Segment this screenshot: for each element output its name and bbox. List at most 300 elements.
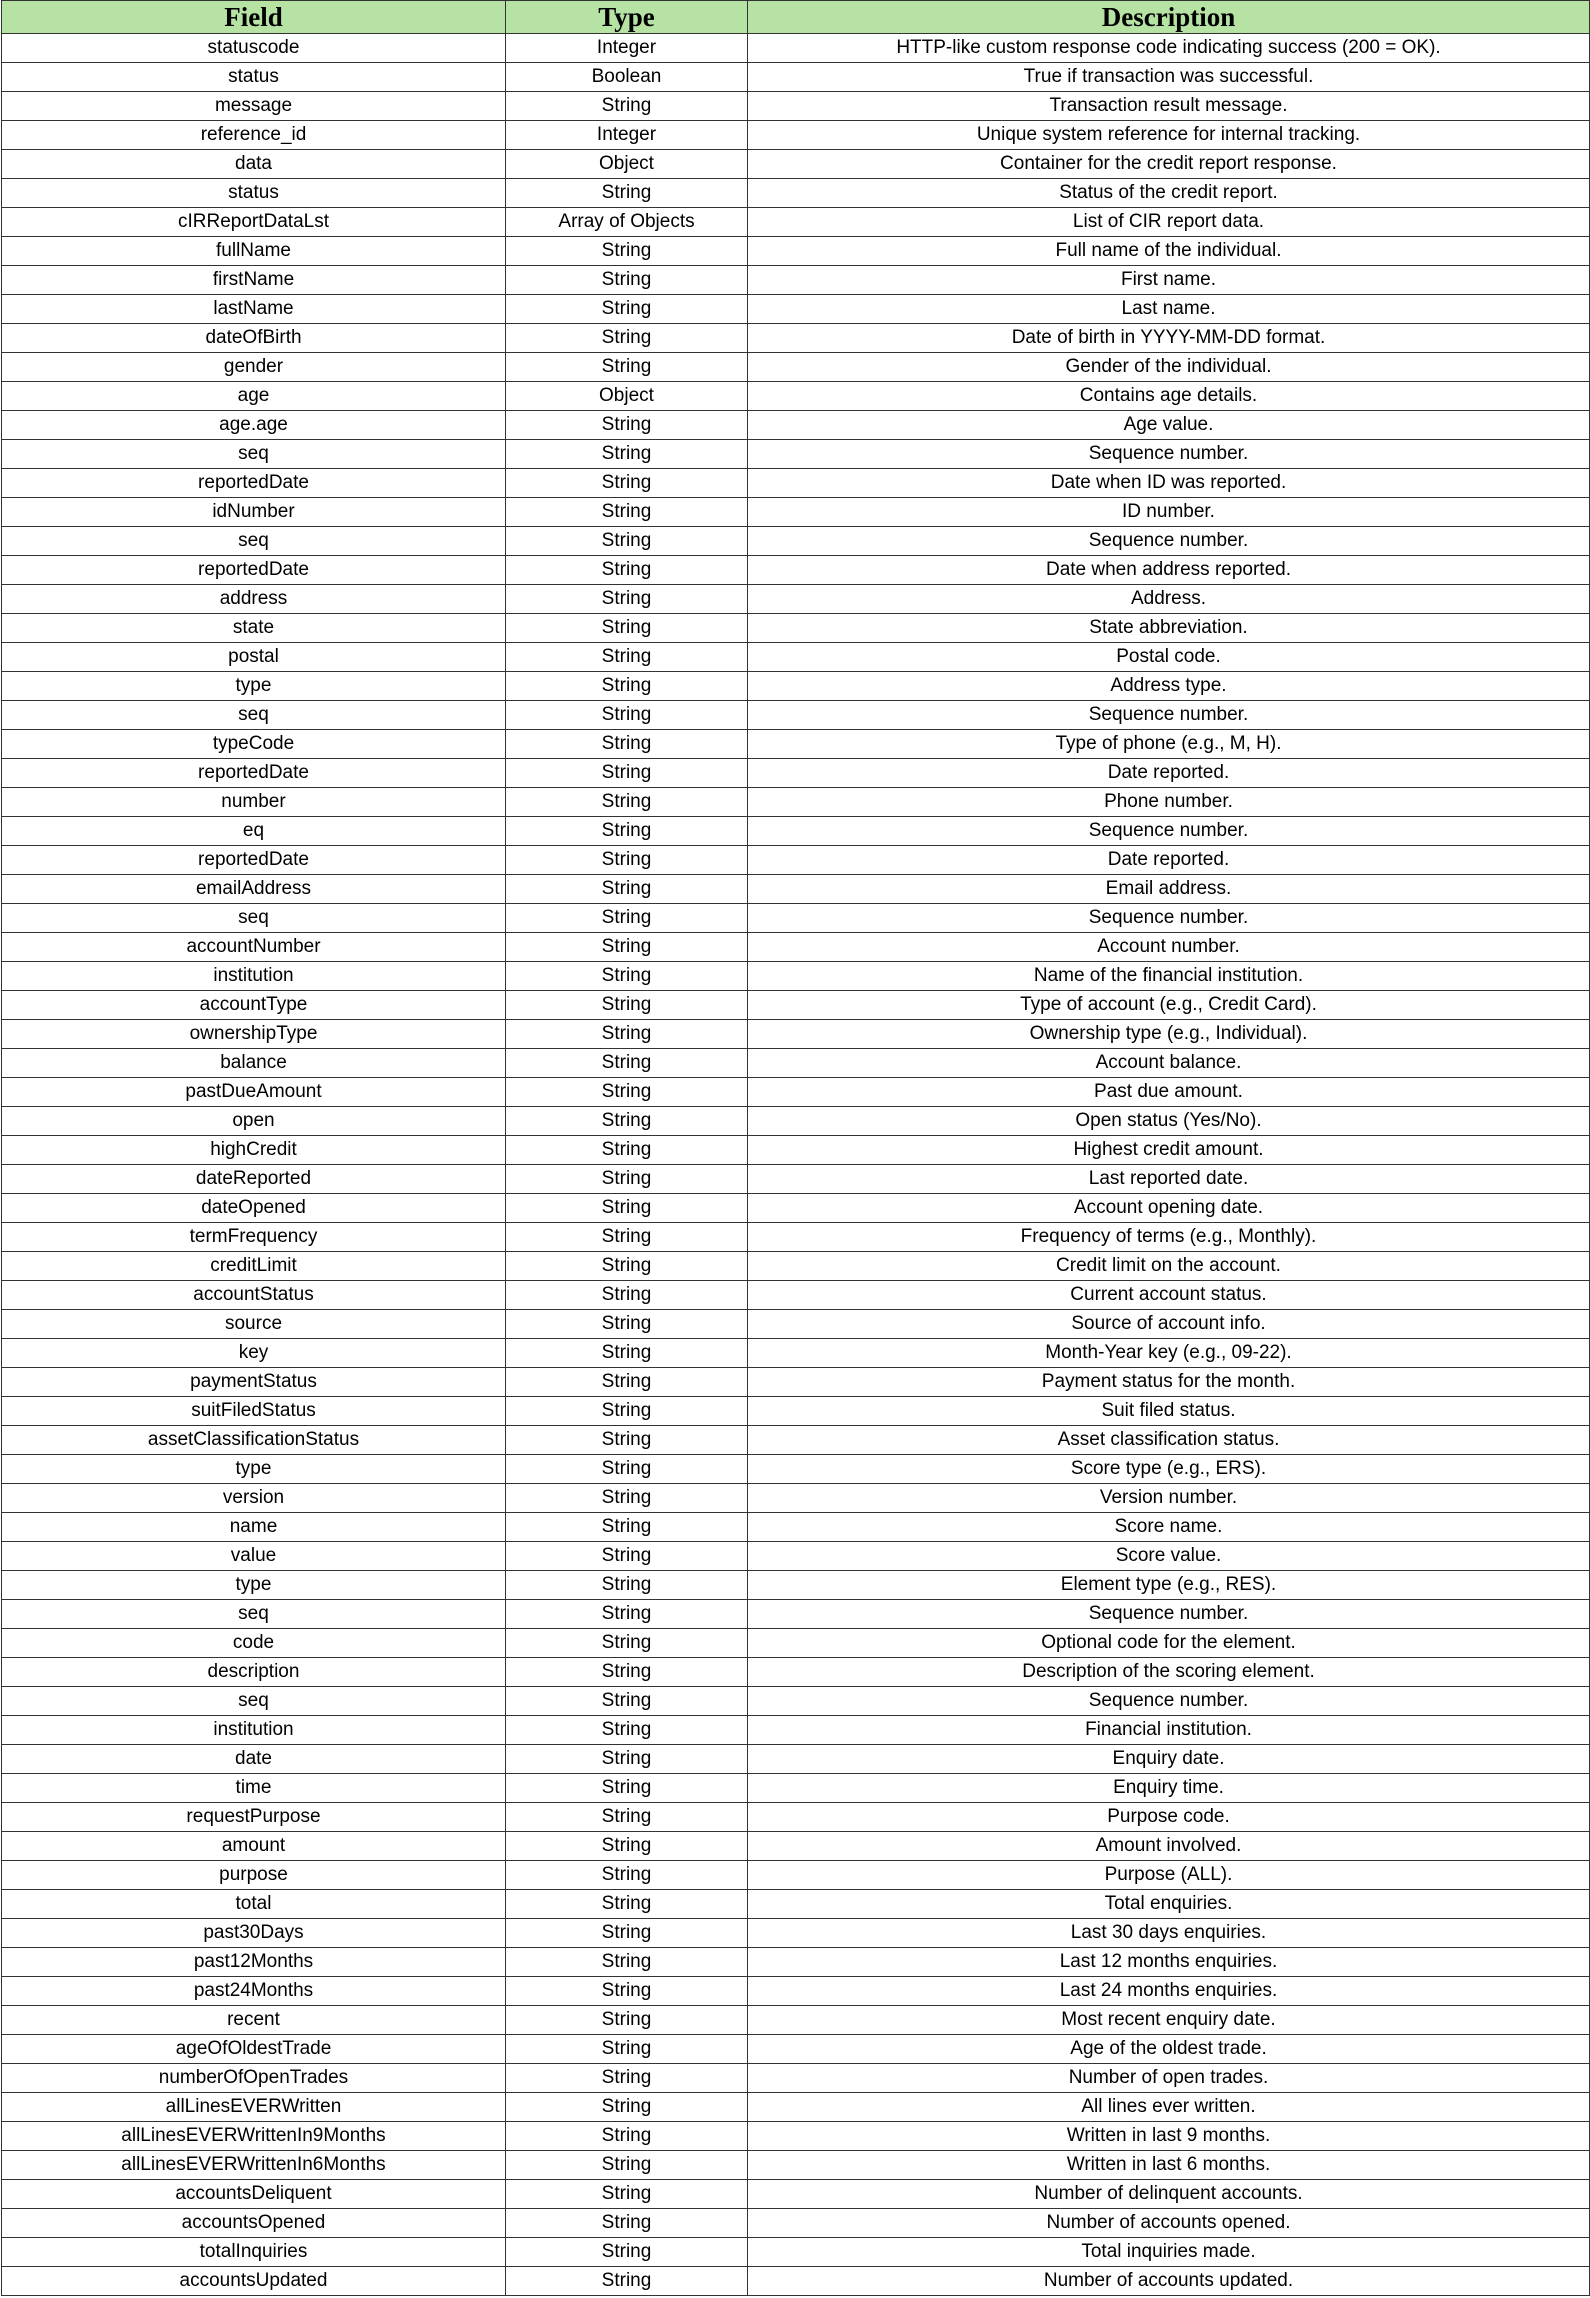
- table-row: [2, 237, 1590, 266]
- table-row: [2, 2064, 1590, 2093]
- cell-type: String: [506, 1716, 748, 1745]
- table-row: [2, 1745, 1590, 1774]
- cell-type: String: [506, 1832, 748, 1861]
- field-definitions-table: [1, 0, 1590, 2296]
- cell-type: String: [506, 1194, 748, 1223]
- cell-type: Object: [506, 150, 748, 179]
- table-row: [2, 556, 1590, 585]
- cell-type: Object: [506, 382, 748, 411]
- table-row: [2, 2006, 1590, 2035]
- cell-description: All lines ever written.: [748, 2093, 1590, 2122]
- table-row: [2, 411, 1590, 440]
- cell-field: assetClassificationStatus: [2, 1426, 506, 1455]
- cell-field: accountsDeliquent: [2, 2180, 506, 2209]
- cell-field: type: [2, 1455, 506, 1484]
- cell-type: String: [506, 585, 748, 614]
- cell-type: String: [506, 2064, 748, 2093]
- table-row: [2, 788, 1590, 817]
- cell-field: source: [2, 1310, 506, 1339]
- cell-type: String: [506, 1397, 748, 1426]
- cell-type: Array of Objects: [506, 208, 748, 237]
- table-row: [2, 1165, 1590, 1194]
- table-row: [2, 991, 1590, 1020]
- cell-type: String: [506, 1513, 748, 1542]
- cell-type: String: [506, 527, 748, 556]
- cell-description: Source of account info.: [748, 1310, 1590, 1339]
- table-row: [2, 730, 1590, 759]
- table-row: [2, 2209, 1590, 2238]
- cell-description: Past due amount.: [748, 1078, 1590, 1107]
- cell-field: requestPurpose: [2, 1803, 506, 1832]
- cell-field: code: [2, 1629, 506, 1658]
- cell-description: Last 30 days enquiries.: [748, 1919, 1590, 1948]
- cell-field: type: [2, 1571, 506, 1600]
- cell-description: Sequence number.: [748, 527, 1590, 556]
- cell-field: age: [2, 382, 506, 411]
- cell-description: Credit limit on the account.: [748, 1252, 1590, 1281]
- cell-description: Age of the oldest trade.: [748, 2035, 1590, 2064]
- cell-field: allLinesEVERWrittenIn9Months: [2, 2122, 506, 2151]
- table-row: [2, 1455, 1590, 1484]
- cell-description: Account balance.: [748, 1049, 1590, 1078]
- cell-type: String: [506, 1136, 748, 1165]
- cell-description: Highest credit amount.: [748, 1136, 1590, 1165]
- table-row: [2, 1136, 1590, 1165]
- cell-description: Account number.: [748, 933, 1590, 962]
- cell-field: accountType: [2, 991, 506, 1020]
- cell-description: First name.: [748, 266, 1590, 295]
- cell-description: Optional code for the element.: [748, 1629, 1590, 1658]
- cell-type: String: [506, 2035, 748, 2064]
- table-row: [2, 1861, 1590, 1890]
- cell-field: seq: [2, 701, 506, 730]
- table-row: [2, 1948, 1590, 1977]
- cell-type: String: [506, 817, 748, 846]
- cell-field: accountsUpdated: [2, 2267, 506, 2296]
- cell-field: statuscode: [2, 34, 506, 63]
- cell-field: firstName: [2, 266, 506, 295]
- table-row: [2, 266, 1590, 295]
- cell-field: amount: [2, 1832, 506, 1861]
- cell-type: String: [506, 846, 748, 875]
- cell-type: String: [506, 1368, 748, 1397]
- table-row: [2, 2151, 1590, 2180]
- cell-field: reportedDate: [2, 469, 506, 498]
- cell-field: status: [2, 63, 506, 92]
- cell-field: balance: [2, 1049, 506, 1078]
- cell-type: String: [506, 1310, 748, 1339]
- cell-field: reportedDate: [2, 846, 506, 875]
- table-row: [2, 2180, 1590, 2209]
- cell-description: Sequence number.: [748, 904, 1590, 933]
- cell-description: Purpose (ALL).: [748, 1861, 1590, 1890]
- cell-description: Type of phone (e.g., M, H).: [748, 730, 1590, 759]
- cell-field: address: [2, 585, 506, 614]
- cell-type: String: [506, 1252, 748, 1281]
- cell-description: Score name.: [748, 1513, 1590, 1542]
- cell-description: Element type (e.g., RES).: [748, 1571, 1590, 1600]
- cell-type: String: [506, 1890, 748, 1919]
- cell-field: seq: [2, 527, 506, 556]
- table-row: [2, 2238, 1590, 2267]
- cell-field: value: [2, 1542, 506, 1571]
- cell-description: Phone number.: [748, 788, 1590, 817]
- table-row: [2, 498, 1590, 527]
- cell-description: Last reported date.: [748, 1165, 1590, 1194]
- table-row: [2, 1513, 1590, 1542]
- table-row: [2, 1397, 1590, 1426]
- cell-type: String: [506, 672, 748, 701]
- table-row: [2, 121, 1590, 150]
- cell-type: String: [506, 2267, 748, 2296]
- cell-description: List of CIR report data.: [748, 208, 1590, 237]
- cell-field: pastDueAmount: [2, 1078, 506, 1107]
- table-row: [2, 846, 1590, 875]
- cell-type: String: [506, 1745, 748, 1774]
- cell-type: String: [506, 324, 748, 353]
- cell-type: String: [506, 933, 748, 962]
- cell-type: String: [506, 179, 748, 208]
- cell-description: Date reported.: [748, 759, 1590, 788]
- cell-field: age.age: [2, 411, 506, 440]
- table-row: [2, 208, 1590, 237]
- cell-description: Email address.: [748, 875, 1590, 904]
- cell-description: Open status (Yes/No).: [748, 1107, 1590, 1136]
- cell-type: String: [506, 92, 748, 121]
- cell-field: institution: [2, 1716, 506, 1745]
- cell-description: Full name of the individual.: [748, 237, 1590, 266]
- table-row: [2, 2267, 1590, 2296]
- cell-field: past12Months: [2, 1948, 506, 1977]
- cell-field: typeCode: [2, 730, 506, 759]
- cell-type: String: [506, 2209, 748, 2238]
- cell-description: Gender of the individual.: [748, 353, 1590, 382]
- cell-field: state: [2, 614, 506, 643]
- cell-type: String: [506, 2093, 748, 2122]
- cell-type: String: [506, 2238, 748, 2267]
- cell-description: Number of accounts updated.: [748, 2267, 1590, 2296]
- table-row: [2, 92, 1590, 121]
- cell-field: name: [2, 1513, 506, 1542]
- cell-type: String: [506, 1629, 748, 1658]
- cell-description: Account opening date.: [748, 1194, 1590, 1223]
- cell-field: seq: [2, 1600, 506, 1629]
- cell-type: String: [506, 1542, 748, 1571]
- cell-field: ageOfOldestTrade: [2, 2035, 506, 2064]
- header-description: Description: [748, 1, 1590, 34]
- cell-type: String: [506, 1426, 748, 1455]
- cell-type: String: [506, 556, 748, 585]
- table-row: [2, 1339, 1590, 1368]
- cell-type: String: [506, 353, 748, 382]
- table-row: [2, 1716, 1590, 1745]
- cell-description: Frequency of terms (e.g., Monthly).: [748, 1223, 1590, 1252]
- cell-description: Contains age details.: [748, 382, 1590, 411]
- cell-field: seq: [2, 1687, 506, 1716]
- cell-type: String: [506, 904, 748, 933]
- cell-field: time: [2, 1774, 506, 1803]
- cell-description: ID number.: [748, 498, 1590, 527]
- cell-type: String: [506, 991, 748, 1020]
- cell-type: String: [506, 295, 748, 324]
- cell-type: String: [506, 1919, 748, 1948]
- cell-type: String: [506, 1977, 748, 2006]
- cell-description: Number of accounts opened.: [748, 2209, 1590, 2238]
- cell-field: lastName: [2, 295, 506, 324]
- table-row: [2, 324, 1590, 353]
- cell-field: number: [2, 788, 506, 817]
- cell-description: Date when ID was reported.: [748, 469, 1590, 498]
- table-row: [2, 1890, 1590, 1919]
- cell-description: Transaction result message.: [748, 92, 1590, 121]
- cell-type: String: [506, 701, 748, 730]
- cell-type: String: [506, 469, 748, 498]
- cell-description: Last name.: [748, 295, 1590, 324]
- table-row: [2, 759, 1590, 788]
- cell-field: totalInquiries: [2, 2238, 506, 2267]
- cell-description: Address type.: [748, 672, 1590, 701]
- cell-field: dateReported: [2, 1165, 506, 1194]
- table-row: [2, 672, 1590, 701]
- cell-field: date: [2, 1745, 506, 1774]
- cell-type: String: [506, 2151, 748, 2180]
- table-row: [2, 63, 1590, 92]
- table-row: [2, 1803, 1590, 1832]
- table-row: [2, 34, 1590, 63]
- cell-field: data: [2, 150, 506, 179]
- cell-type: String: [506, 1107, 748, 1136]
- cell-type: String: [506, 1078, 748, 1107]
- cell-description: Container for the credit report response.: [748, 150, 1590, 179]
- table-row: [2, 1368, 1590, 1397]
- cell-field: paymentStatus: [2, 1368, 506, 1397]
- cell-field: ownershipType: [2, 1020, 506, 1049]
- header-type: Type: [506, 1, 748, 34]
- table-row: [2, 353, 1590, 382]
- cell-type: String: [506, 1049, 748, 1078]
- cell-description: State abbreviation.: [748, 614, 1590, 643]
- table-row: [2, 1571, 1590, 1600]
- table-row: [2, 527, 1590, 556]
- cell-field: description: [2, 1658, 506, 1687]
- cell-type: String: [506, 1687, 748, 1716]
- cell-description: True if transaction was successful.: [748, 63, 1590, 92]
- cell-description: Ownership type (e.g., Individual).: [748, 1020, 1590, 1049]
- cell-description: Score type (e.g., ERS).: [748, 1455, 1590, 1484]
- table-row: [2, 1658, 1590, 1687]
- cell-description: Version number.: [748, 1484, 1590, 1513]
- table-row: [2, 2093, 1590, 2122]
- table-row: [2, 701, 1590, 730]
- cell-field: past24Months: [2, 1977, 506, 2006]
- cell-field: eq: [2, 817, 506, 846]
- cell-type: String: [506, 1571, 748, 1600]
- table-row: [2, 2035, 1590, 2064]
- cell-type: String: [506, 1600, 748, 1629]
- table-row: [2, 1977, 1590, 2006]
- cell-type: String: [506, 875, 748, 904]
- cell-description: Asset classification status.: [748, 1426, 1590, 1455]
- cell-type: String: [506, 1484, 748, 1513]
- cell-description: Written in last 6 months.: [748, 2151, 1590, 2180]
- table-row: [2, 1832, 1590, 1861]
- cell-field: status: [2, 179, 506, 208]
- table-row: [2, 1774, 1590, 1803]
- cell-type: String: [506, 788, 748, 817]
- cell-description: Financial institution.: [748, 1716, 1590, 1745]
- cell-description: Last 12 months enquiries.: [748, 1948, 1590, 1977]
- cell-field: suitFiledStatus: [2, 1397, 506, 1426]
- table-row: [2, 1484, 1590, 1513]
- cell-field: accountNumber: [2, 933, 506, 962]
- table-row: [2, 295, 1590, 324]
- cell-field: recent: [2, 2006, 506, 2035]
- cell-description: Month-Year key (e.g., 09-22).: [748, 1339, 1590, 1368]
- cell-field: reference_id: [2, 121, 506, 150]
- cell-description: Type of account (e.g., Credit Card).: [748, 991, 1590, 1020]
- cell-type: String: [506, 440, 748, 469]
- cell-type: String: [506, 643, 748, 672]
- cell-type: String: [506, 1455, 748, 1484]
- table-row: [2, 179, 1590, 208]
- cell-field: gender: [2, 353, 506, 382]
- table-row: [2, 875, 1590, 904]
- cell-field: institution: [2, 962, 506, 991]
- header-row: [2, 1, 1590, 34]
- cell-type: Integer: [506, 34, 748, 63]
- cell-field: seq: [2, 904, 506, 933]
- cell-type: String: [506, 237, 748, 266]
- cell-description: Suit filed status.: [748, 1397, 1590, 1426]
- cell-description: Total enquiries.: [748, 1890, 1590, 1919]
- cell-description: Date of birth in YYYY-MM-DD format.: [748, 324, 1590, 353]
- table-row: [2, 962, 1590, 991]
- cell-description: Last 24 months enquiries.: [748, 1977, 1590, 2006]
- cell-description: Number of delinquent accounts.: [748, 2180, 1590, 2209]
- cell-field: postal: [2, 643, 506, 672]
- cell-field: accountStatus: [2, 1281, 506, 1310]
- cell-field: numberOfOpenTrades: [2, 2064, 506, 2093]
- cell-type: String: [506, 2122, 748, 2151]
- cell-field: creditLimit: [2, 1252, 506, 1281]
- cell-field: reportedDate: [2, 556, 506, 585]
- cell-field: fullName: [2, 237, 506, 266]
- table-row: [2, 382, 1590, 411]
- cell-field: version: [2, 1484, 506, 1513]
- table-row: [2, 150, 1590, 179]
- table-row: [2, 933, 1590, 962]
- table-row: [2, 1426, 1590, 1455]
- cell-field: accountsOpened: [2, 2209, 506, 2238]
- cell-description: Total inquiries made.: [748, 2238, 1590, 2267]
- cell-description: Sequence number.: [748, 817, 1590, 846]
- cell-field: total: [2, 1890, 506, 1919]
- cell-description: Current account status.: [748, 1281, 1590, 1310]
- table-row: [2, 1600, 1590, 1629]
- table-row: [2, 1281, 1590, 1310]
- cell-type: String: [506, 1281, 748, 1310]
- cell-field: idNumber: [2, 498, 506, 527]
- cell-type: String: [506, 1948, 748, 1977]
- cell-type: String: [506, 2180, 748, 2209]
- cell-type: String: [506, 411, 748, 440]
- cell-field: reportedDate: [2, 759, 506, 788]
- cell-description: Payment status for the month.: [748, 1368, 1590, 1397]
- table-row: [2, 1020, 1590, 1049]
- cell-description: Date when address reported.: [748, 556, 1590, 585]
- cell-field: key: [2, 1339, 506, 1368]
- cell-field: message: [2, 92, 506, 121]
- cell-description: Status of the credit report.: [748, 179, 1590, 208]
- cell-description: Written in last 9 months.: [748, 2122, 1590, 2151]
- header-field: Field: [2, 1, 506, 34]
- table-row: [2, 1252, 1590, 1281]
- cell-type: String: [506, 614, 748, 643]
- cell-description: Sequence number.: [748, 1600, 1590, 1629]
- cell-field: dateOfBirth: [2, 324, 506, 353]
- table-row: [2, 1542, 1590, 1571]
- cell-field: open: [2, 1107, 506, 1136]
- cell-type: String: [506, 1339, 748, 1368]
- table-row: [2, 1310, 1590, 1339]
- cell-type: String: [506, 1803, 748, 1832]
- table-row: [2, 1919, 1590, 1948]
- cell-type: String: [506, 962, 748, 991]
- cell-description: Sequence number.: [748, 701, 1590, 730]
- cell-field: type: [2, 672, 506, 701]
- cell-type: String: [506, 1223, 748, 1252]
- cell-description: Sequence number.: [748, 440, 1590, 469]
- cell-type: String: [506, 2006, 748, 2035]
- cell-description: HTTP-like custom response code indicating success (200 = OK).: [748, 34, 1590, 63]
- cell-description: Postal code.: [748, 643, 1590, 672]
- cell-description: Enquiry time.: [748, 1774, 1590, 1803]
- cell-field: highCredit: [2, 1136, 506, 1165]
- table-row: [2, 904, 1590, 933]
- cell-description: Sequence number.: [748, 1687, 1590, 1716]
- cell-field: allLinesEVERWrittenIn6Months: [2, 2151, 506, 2180]
- table-row: [2, 1194, 1590, 1223]
- table-row: [2, 1107, 1590, 1136]
- cell-description: Address.: [748, 585, 1590, 614]
- cell-type: String: [506, 1861, 748, 1890]
- cell-description: Unique system reference for internal tracking.: [748, 121, 1590, 150]
- cell-field: termFrequency: [2, 1223, 506, 1252]
- cell-type: String: [506, 759, 748, 788]
- table-row: [2, 1629, 1590, 1658]
- cell-type: String: [506, 1658, 748, 1687]
- cell-field: dateOpened: [2, 1194, 506, 1223]
- table-row: [2, 1049, 1590, 1078]
- cell-description: Date reported.: [748, 846, 1590, 875]
- cell-description: Name of the financial institution.: [748, 962, 1590, 991]
- cell-type: String: [506, 1165, 748, 1194]
- cell-type: Boolean: [506, 63, 748, 92]
- table-row: [2, 614, 1590, 643]
- cell-field: purpose: [2, 1861, 506, 1890]
- table-row: [2, 469, 1590, 498]
- table-body: [2, 34, 1590, 2296]
- cell-type: String: [506, 266, 748, 295]
- cell-type: String: [506, 730, 748, 759]
- cell-description: Number of open trades.: [748, 2064, 1590, 2093]
- cell-type: Integer: [506, 121, 748, 150]
- table-row: [2, 1687, 1590, 1716]
- table-row: [2, 817, 1590, 846]
- table-row: [2, 643, 1590, 672]
- table-row: [2, 585, 1590, 614]
- cell-description: Age value.: [748, 411, 1590, 440]
